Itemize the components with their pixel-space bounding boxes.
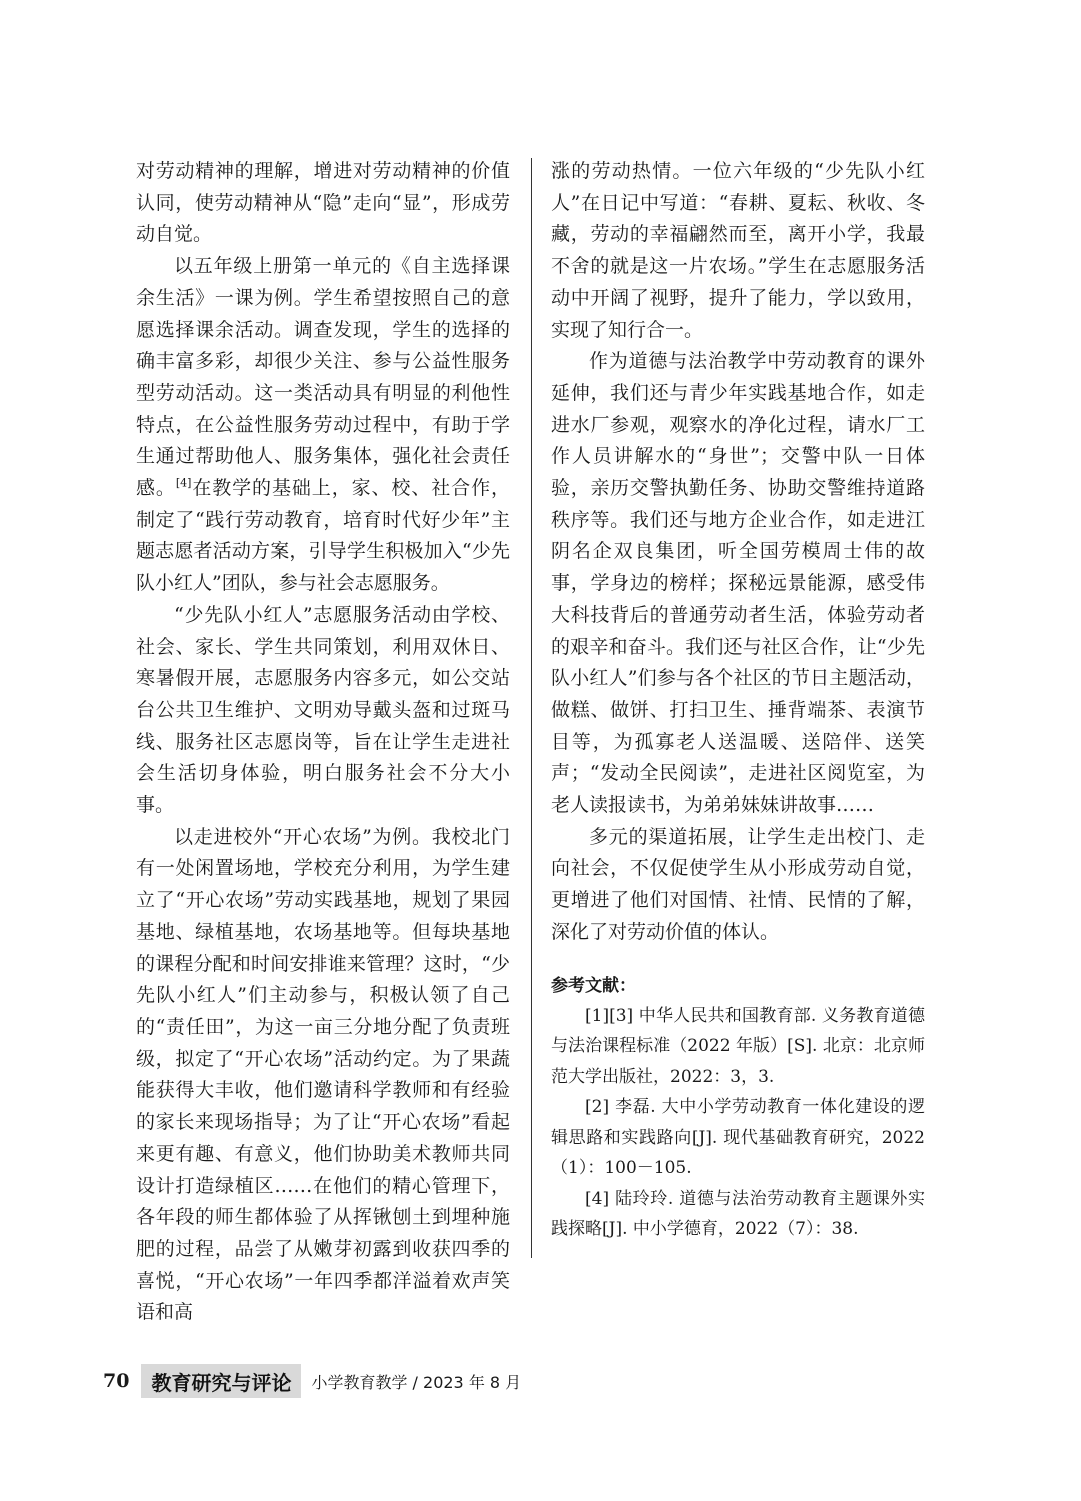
references-heading: 参考文献： <box>551 975 636 996</box>
right-column <box>551 156 925 1245</box>
left-column <box>136 156 510 1329</box>
paragraph: 作为道德与法治教学中劳动教育的课外延伸，我们还与青少年实践基地合作，如走进水厂参观，观察水的净化过程，请水厂工作人员讲解水的“身世”；交警中队一日体验，亲历交警执勤任务、协助交警维持道路秩序等。我们还与地方企业合作，如走进江阴名企双良集团，听全国劳模周士伟的故事，学身边的榜样；探秘远景能源，感受伟大科技背后的普通劳动者生活，体验劳动者的艰辛和奋斗。我们还与社区合作，让“少先队小红人”们参与各个社区的节日主题活动，做糕、做饼、打扫卫生、捶背端茶、表演节目等，为孤寡老人送温暖、送陪伴、送笑声；“发动全民阅读”，走进社区阅览室，为老人读报读书，为弟弟妹妹讲故事…… <box>551 350 925 817</box>
paragraph-text: 在教学的基础上，家、校、社合作，制定了“践行劳动教育，培育时代好少年”主题志愿者活动方案，引导学生积极加入“少先队小红人”团队，参与社会志愿服务。 <box>136 477 510 595</box>
reference-item: [1][3] 中华人民共和国教育部. 义务教育道德与法治课程标准（2022 年版）[S]. 北京：北京师范大学出版社，2022：3，3. <box>551 1005 925 1087</box>
paragraph: “少先队小红人”志愿服务活动由学校、社会、家长、学生共同策划，利用双休日、寒暑假开展，志愿服务内容多元，如公交站台公共卫生维护、文明劝导戴头盔和过斑马线、服务社区志愿岗等，旨在让学生走进社会生活切身体验，明白服务社会不分大小事。 <box>136 603 510 817</box>
page-footer <box>103 1364 521 1398</box>
paragraph: 以走进校外“开心农场”为例。我校北门有一处闲置场地，学校充分利用，为学生建立了“开心农场”劳动实践基地，规划了果园基地、绿植基地，农场基地等。但每块基地的课程分配和时间安排谁来管理？这时，“少先队小红人”们主动参与，积极认领了自己的“责任田”，为这一亩三分地分配了负责班级，拟定了“开心农场”活动约定。为了果蔬能获得大丰收，他们邀请科学教师和有经验的家长来现场指导；为了让“开心农场”看起来更有趣、有意义，他们协助美术教师共同设计打造绿植区……在他们的精心管理下，各年段的师生都体验了从挥锹刨土到埋种施肥的过程，品尝了从嫩芽初露到收获四季的喜悦，“开心农场”一年四季都洋溢着欢声笑语和高 <box>136 825 510 1324</box>
citation-superscript: [4] <box>175 476 192 490</box>
page-number: 70 <box>103 1370 130 1392</box>
paragraph: 涨的劳动热情。一位六年级的“少先队小红人”在日记中写道：“春耕、夏耘、秋收、冬藏，劳动的幸福翩然而至，离开小学，我最不舍的就是这一片农场。”学生在志愿服务活动中开阔了视野，提升了能力，学以致用，实现了知行合一。 <box>551 160 925 341</box>
paragraph: 多元的渠道拓展，让学生走出校门、走向社会，不仅促使学生从小形成劳动自觉，更增进了他们对国情、社情、民情的了解，深化了对劳动价值的体认。 <box>551 825 925 943</box>
column-divider <box>531 158 532 1258</box>
paragraph <box>136 251 510 600</box>
paragraph: 对劳动精神的理解，增进对劳动精神的价值认同，使劳动精神从“隐”走向“显”，形成劳动自觉。 <box>136 160 510 246</box>
reference-item: [2] 李磊. 大中小学劳动教育一体化建设的逻辑思路和实践路向[J]. 现代基础教育研究，2022（1）：100－105. <box>551 1097 925 1179</box>
reference-item: [4] 陆玲玲. 道德与法治劳动教育主题课外实践探略[J]. 中小学德育，2022（7）：38. <box>551 1188 925 1240</box>
issue-info: 小学教育教学 / 2023 年 8 月 <box>311 1372 522 1392</box>
paragraph-text: 以五年级上册第一单元的《自主选择课余生活》一课为例。学生希望按照自己的意愿选择课余活动。调查发现，学生的选择的确丰富多彩，却很少关注、参与公益性服务型劳动活动。这一类活动具有明显的利他性特点，在公益性服务劳动过程中，有助于学生通过帮助他人、服务集体，强化社会责任感。 <box>136 255 510 500</box>
journal-section-label: 教育研究与评论 <box>141 1364 301 1398</box>
